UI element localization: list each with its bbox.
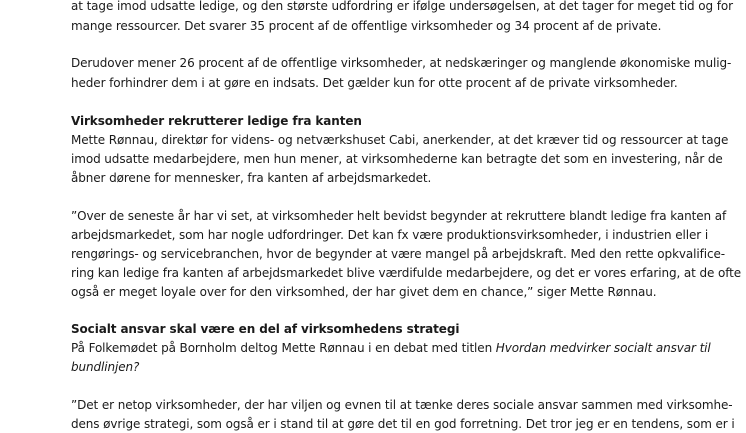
paragraph-3-line-3: åbner dørene for mennesker, fra kanten af arbejdsmarkedet. bbox=[71, 171, 432, 185]
debate-title-part-2: bundlinjen? bbox=[71, 360, 140, 374]
paragraph-1-line-1: at tage imod udsatte ledige, og den største udfordring er ifølge undersøgelsen, at det tager for meget tid og for bbox=[71, 0, 733, 13]
paragraph-4-line-5: også er meget loyale over for den virksomhed, der har givet dem en chance,” siger Mette Rønnau. bbox=[71, 285, 657, 299]
paragraph-1-line-2: mange ressourcer. Det svarer 35 procent af de offentlige virksomheder og 34 procent af de private. bbox=[71, 19, 662, 33]
paragraph-4-line-3: rengørings- og servicebranchen, hvor de begynder at være mangel på arbejdskraft. Med den rette opkvalifice- bbox=[71, 247, 726, 261]
paragraph-3-line-2: imod udsatte medarbejdere, men hun mener, at virksomhederne kan betragte det som en investering, når de bbox=[71, 152, 723, 166]
section-heading-2: Socialt ansvar skal være en del af virksomhedens strategi bbox=[71, 322, 460, 336]
paragraph-6-line-1: ”Det er netop virksomheder, der har viljen og evnen til at tænke deres sociale ansvar sammen med virksomhe- bbox=[71, 398, 733, 412]
paragraph-5-text: På Folkemødet på Bornholm deltog Mette Rønnau i en debat med titlen bbox=[71, 341, 496, 355]
paragraph-2-line-1: Derudover mener 26 procent af de offentlige virksomheder, at nedskæringer og manglende økonomiske mulig- bbox=[71, 56, 732, 70]
paragraph-4-line-4: ring kan ledige fra kanten af arbejdsmarkedet blive værdifulde medarbejdere, og det er vores erfaring, at de ofte bbox=[71, 266, 742, 280]
section-heading-1: Virksomheder rekrutterer ledige fra kanten bbox=[71, 114, 362, 128]
paragraph-3-line-1: Mette Rønnau, direktør for videns- og netværkshuset Cabi, anerkender, at det kræver tid og ressourcer at tage bbox=[71, 133, 729, 147]
paragraph-2-line-2: heder forhindrer dem i at gøre en indsats. Det gælder kun for otte procent af de private virksomheder. bbox=[71, 76, 678, 90]
paragraph-4-line-1: ”Over de seneste år har vi set, at virksomheder helt bevidst begynder at rekruttere blandt ledige fra kanten af bbox=[71, 209, 727, 223]
paragraph-5-line-1 bbox=[71, 339, 711, 357]
debate-title-part-1: Hvordan medvirker socialt ansvar til bbox=[495, 341, 711, 355]
paragraph-4-line-2: arbejdsmarkedet, som har nogle udfordringer. Det kan fx være produktionsvirksomheder, i industrien eller i bbox=[71, 228, 709, 242]
paragraph-6-line-2: dens øvrige strategi, som også er i stand til at gøre det til en god forretning. Det tror jeg er en tendens, som er i bbox=[71, 417, 735, 431]
